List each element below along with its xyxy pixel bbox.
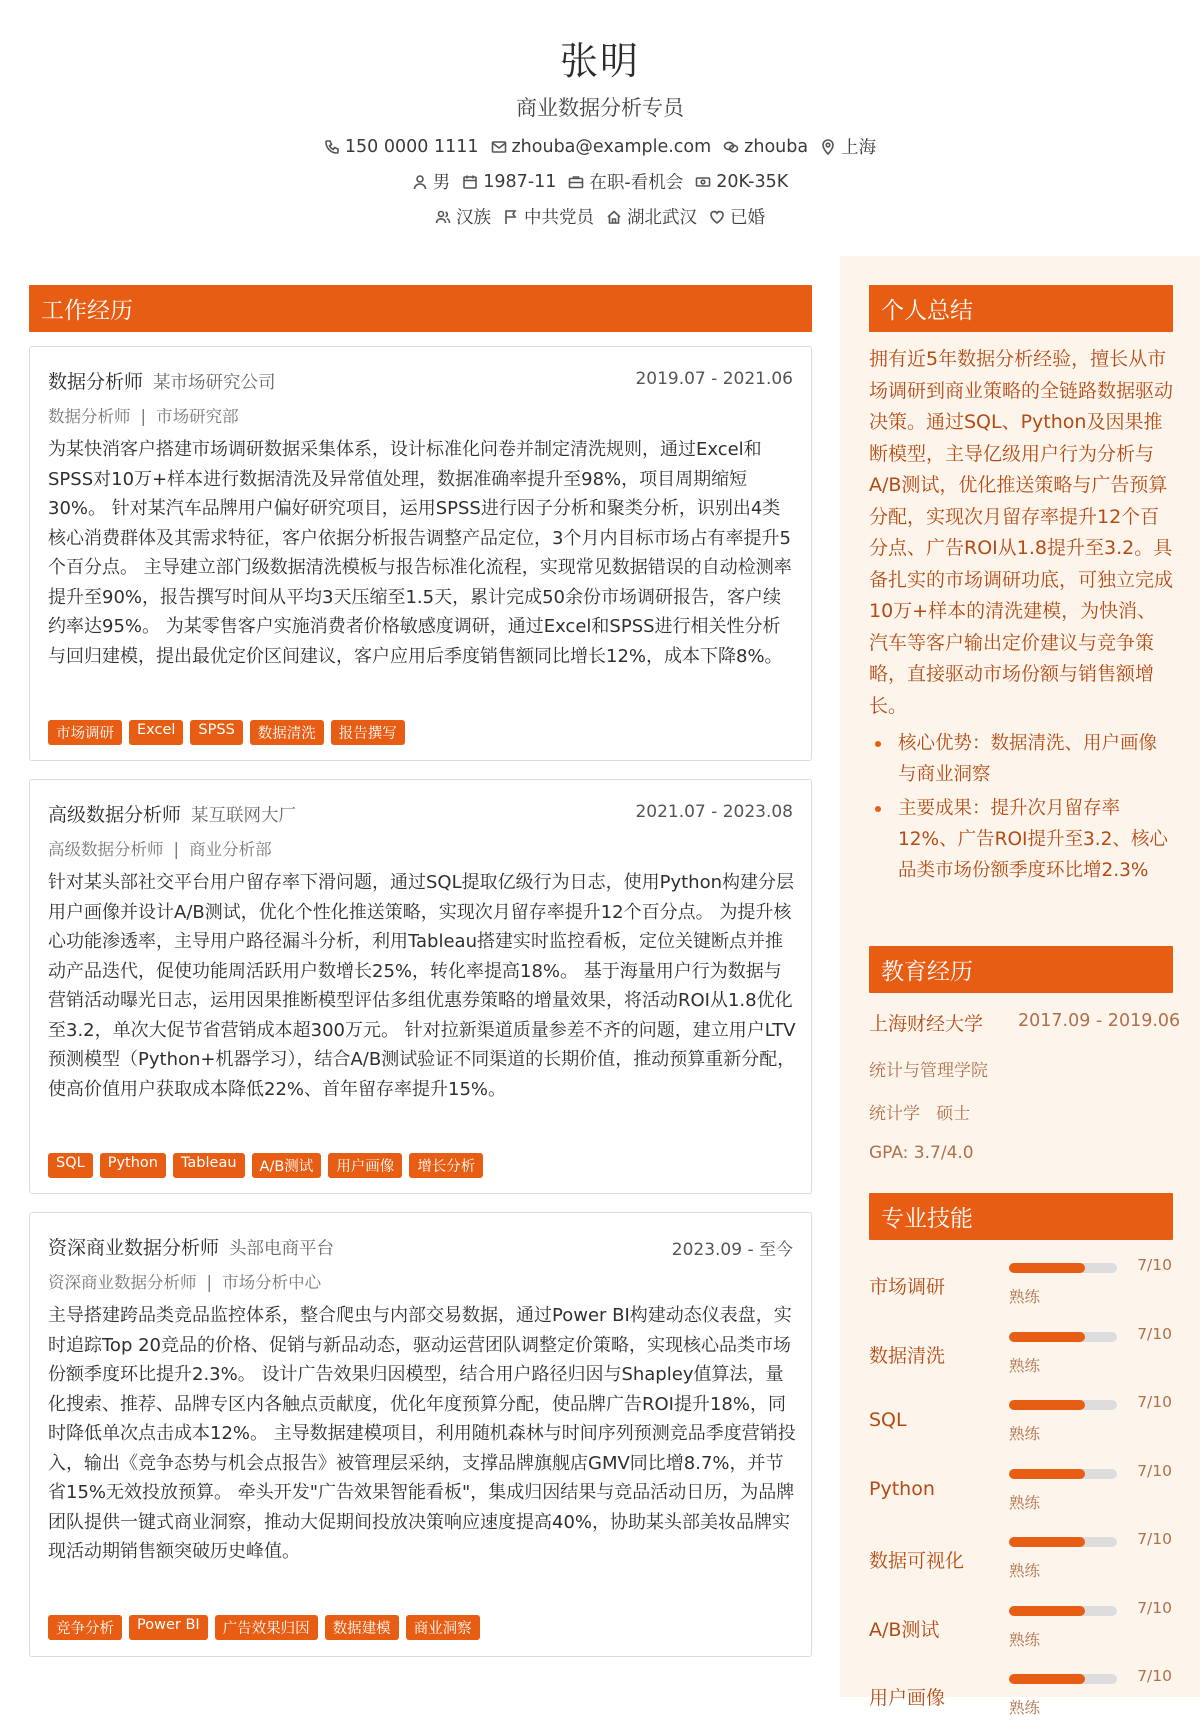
email-text: zhouba@example.com bbox=[511, 136, 712, 157]
ethnicity-text: 汉族 bbox=[456, 208, 491, 228]
job-role: 数据分析师 bbox=[48, 407, 131, 426]
job-description: 主导搭建跨品类竞品监控体系，整合爬虫与内部交易数据，通过Power BI构建动态仪表盘，实时追踪Top 20竞品的价格、促销与新品动态，驱动运营团队调整定价策略，实现核心品类市场份额季度环比提升2.3%。 设计广告效果归因模型，结合用户路径归因与Shapley值算法，量化搜索、推荐、品牌专区内各触点贡献度，优化年度预算分配，使品牌广告ROI提升18%，同时降低单次点击成本12%。 主导数据建模项目，利用随机森林与时间序列预测竞品季度营销投入，输出《竞争态势与机会点报告》被管理层采纳，支撑品牌旗舰店GMV同比增8.7%，并节省15%无效投放预算。 牵头开发"广告效果智能看板"，集成归因结果与竞品活动日历，为品牌团队提供一键式商业洞察，推动大促期间投放决策响应速度提高40%，协助某头部美妆品牌实现活动期销售额突破历史峰值。 bbox=[48, 1305, 796, 1562]
skill-name: 数据清洗 bbox=[869, 1344, 946, 1367]
skill-name: SQL bbox=[869, 1409, 907, 1431]
wechat-text: zhouba bbox=[744, 136, 809, 157]
skill-progress-bar bbox=[1009, 1606, 1117, 1616]
marital-item bbox=[709, 204, 765, 229]
location-item bbox=[820, 134, 876, 159]
skill-progress-fill bbox=[1009, 1263, 1085, 1273]
skill-level: 熟练 bbox=[1009, 1562, 1041, 1580]
job-role: 资深商业数据分析师 bbox=[48, 1273, 197, 1292]
skill-progress-fill bbox=[1009, 1674, 1085, 1684]
job-title-row bbox=[48, 800, 296, 827]
separator: | bbox=[140, 407, 147, 426]
salary-text: 20K-35K bbox=[716, 171, 789, 192]
job-date: 2021.07 - 2023.08 bbox=[635, 802, 793, 822]
skills-section-title: 专业技能 bbox=[881, 1206, 973, 1232]
skill-progress-bar bbox=[1009, 1263, 1117, 1273]
skill-row bbox=[869, 1462, 1174, 1522]
skill-progress-bar bbox=[1009, 1332, 1117, 1342]
job-title: 高级数据分析师 bbox=[48, 804, 182, 826]
skill-progress-fill bbox=[1009, 1469, 1085, 1479]
skill-name: A/B测试 bbox=[869, 1618, 940, 1641]
contact-row bbox=[0, 134, 1200, 159]
home-icon bbox=[606, 209, 622, 225]
skill-progress-bar bbox=[1009, 1537, 1117, 1547]
skill-name: Python bbox=[869, 1477, 935, 1500]
summary-text: 拥有近5年数据分析经验，擅长从市场调研到商业策略的全链路数据驱动决策。通过SQL、Python及因果推断模型，主导亿级用户行为分析与A/B测试，优化推送策略与广告预算分配，实现次月留存率提升12个百分点、广告ROI从1.8提升至3.2。具备扎实的市场调研功底，可独立完成10万+样本的清洗建模，为快消、汽车等客户输出定价建议与竞争策略，直接驱动市场份额与销售额增长。 bbox=[869, 348, 1174, 717]
mail-icon bbox=[491, 139, 507, 155]
separator: | bbox=[206, 1273, 213, 1292]
skill-tag: Power BI bbox=[129, 1615, 208, 1640]
gpa: GPA: 3.7/4.0 bbox=[869, 1143, 974, 1163]
user-icon bbox=[412, 174, 428, 190]
skill-level: 熟练 bbox=[1009, 1288, 1041, 1306]
gender-item bbox=[412, 169, 451, 194]
politics-item bbox=[503, 204, 594, 229]
job-tags bbox=[48, 1153, 483, 1178]
skill-score: 7/10 bbox=[1137, 1324, 1172, 1343]
skill-row bbox=[869, 1393, 1174, 1453]
phone-item[interactable] bbox=[324, 134, 479, 159]
job-role: 高级数据分析师 bbox=[48, 840, 164, 859]
flag-icon bbox=[503, 209, 519, 225]
education-section-header bbox=[869, 946, 1173, 993]
resume-header bbox=[0, 0, 1200, 258]
money-icon bbox=[695, 174, 711, 190]
education-section-title: 教育经历 bbox=[881, 959, 973, 985]
marital-text: 已婚 bbox=[730, 208, 765, 228]
skill-tag: Python bbox=[100, 1153, 166, 1178]
college-name: 统计与管理学院 bbox=[869, 1061, 988, 1081]
skill-tag: 数据清洗 bbox=[250, 720, 324, 745]
major: 统计学 bbox=[869, 1104, 920, 1124]
job-department: 市场分析中心 bbox=[222, 1273, 322, 1292]
wechat-icon bbox=[723, 139, 739, 155]
summary-section-header bbox=[869, 285, 1173, 332]
skill-tag: 增长分析 bbox=[409, 1153, 483, 1178]
job-card bbox=[29, 779, 812, 1194]
skill-tag: 市场调研 bbox=[48, 720, 122, 745]
skill-tag: 用户画像 bbox=[328, 1153, 402, 1178]
skill-progress-fill bbox=[1009, 1606, 1085, 1616]
job-description: 为某快消客户搭建市场调研数据采集体系，设计标准化问卷并制定清洗规则，通过Excel和SPSS对10万+样本进行数据清洗及异常值处理，数据准确率提升至98%，项目周期缩短30%。 针对某汽车品牌用户偏好研究项目，运用SPSS进行因子分析和聚类分析，识别出4类核心消费群体及其需求特征，客户依据分析报告调整产品定位，3个月内目标市场占有率提升5个百分点。 主导建立部门级数据清洗模板与报告标准化流程，实现常见数据错误的自动检测率提升至90%，报告撰写时间从平均3天压缩至1.5天，累计完成50余份市场调研报告，客户续约率达95%。 为某零售客户实施消费者价格敏感度调研，通过Excel和SPSS进行相关性分析与回归建模，提出最优定价区间建议，客户应用后季度销售额同比增长12%，成本下降8%。 bbox=[48, 439, 792, 667]
work-section-title: 工作经历 bbox=[41, 298, 133, 324]
status-text: 在职-看机会 bbox=[589, 173, 684, 193]
skill-progress-bar bbox=[1009, 1674, 1117, 1684]
job-tags bbox=[48, 720, 405, 745]
gender-text: 男 bbox=[432, 173, 451, 193]
skill-progress-fill bbox=[1009, 1400, 1085, 1410]
status-item bbox=[568, 169, 683, 194]
job-objective: 商业数据分析专员 bbox=[516, 96, 684, 120]
job-department: 市场研究部 bbox=[156, 407, 239, 426]
skill-row bbox=[869, 1325, 1174, 1385]
skill-level: 熟练 bbox=[1009, 1699, 1041, 1717]
skill-score: 7/10 bbox=[1137, 1461, 1172, 1480]
work-section-header bbox=[29, 285, 812, 332]
extra-row bbox=[0, 204, 1200, 229]
skill-progress-bar bbox=[1009, 1469, 1117, 1479]
skill-level: 熟练 bbox=[1009, 1630, 1041, 1649]
skill-row bbox=[869, 1599, 1174, 1659]
skill-progress-bar bbox=[1009, 1400, 1117, 1410]
skill-row bbox=[869, 1530, 1174, 1590]
degree: 硕士 bbox=[936, 1104, 971, 1124]
job-tags bbox=[48, 1615, 480, 1640]
skill-name: 市场调研 bbox=[869, 1276, 946, 1298]
job-role-row bbox=[48, 403, 239, 427]
skill-tag: A/B测试 bbox=[252, 1153, 322, 1178]
major-degree-row bbox=[869, 1099, 970, 1124]
skill-tag: SPSS bbox=[190, 720, 242, 745]
skill-score: 7/10 bbox=[1137, 1256, 1172, 1274]
skill-tag: 报告撰写 bbox=[331, 720, 405, 745]
job-company: 头部电商平台 bbox=[229, 1239, 335, 1259]
job-department: 商业分析部 bbox=[189, 840, 272, 859]
summary-bullets bbox=[869, 728, 1174, 889]
skills-section-header bbox=[869, 1193, 1173, 1240]
skill-progress-fill bbox=[1009, 1332, 1085, 1342]
skill-tag: Tableau bbox=[173, 1153, 245, 1178]
wechat-item bbox=[723, 134, 808, 159]
job-title-row bbox=[48, 1233, 334, 1260]
email-item[interactable] bbox=[491, 134, 712, 159]
candidate-name: 张明 bbox=[559, 39, 640, 83]
briefcase-icon bbox=[568, 174, 584, 190]
ethnicity-item bbox=[435, 204, 491, 229]
job-role-row bbox=[48, 836, 272, 860]
skill-row bbox=[869, 1256, 1174, 1316]
skill-level: 熟练 bbox=[1009, 1356, 1041, 1375]
school-name: 上海财经大学 bbox=[869, 1013, 984, 1035]
job-title-row bbox=[48, 367, 276, 394]
users-icon bbox=[435, 209, 451, 225]
job-role-row bbox=[48, 1269, 321, 1293]
job-description: 针对某头部社交平台用户留存率下滑问题，通过SQL提取亿级行为日志，使用Python构建分层用户画像并设计A/B测试，优化个性化推送策略，实现次月留存率提升12个百分点。 为提升核心功能渗透率，主导用户路径漏斗分析，利用Tableau搭建实时监控看板，定位关键断点并推动产品迭代，促使功能周活跃用户数增长25%，转化率提高18%。 基于海量用户行为数据与营销活动曝光日志，运用因果推断模型评估多组优惠券策略的增量效果，将活动ROI从1.8优化至3.2，单次大促节省营销成本超300万元。 针对拉新渠道质量参差不齐的问题，建立用户LTV预测模型（Python+机器学习），结合A/B测试验证不同渠道的长期价值，推动预算重新分配，使高价值用户获取成本降低22%、首年留存率提升15%。 bbox=[48, 872, 796, 1100]
education-date: 2017.09 - 2019.06 bbox=[1018, 1011, 1181, 1031]
job-title: 数据分析师 bbox=[48, 371, 144, 393]
politics-text: 中共党员 bbox=[524, 208, 594, 228]
salary-item bbox=[695, 169, 788, 194]
job-date: 2019.07 - 2021.06 bbox=[635, 369, 793, 389]
skill-tag: 广告效果归因 bbox=[215, 1615, 318, 1640]
skill-progress-fill bbox=[1009, 1537, 1085, 1547]
phone-text: 150 0000 1111 bbox=[344, 136, 479, 157]
job-card bbox=[29, 1212, 812, 1657]
birth-item bbox=[462, 169, 556, 194]
job-company: 某市场研究公司 bbox=[153, 373, 276, 393]
heart-icon bbox=[709, 209, 725, 225]
skill-tag: 竞争分析 bbox=[48, 1615, 122, 1640]
location-pin-icon bbox=[820, 139, 836, 155]
job-company: 某互联网大厂 bbox=[191, 806, 297, 826]
skill-tag: SQL bbox=[48, 1153, 93, 1178]
summary-section-title: 个人总结 bbox=[881, 298, 973, 324]
skill-score: 7/10 bbox=[1137, 1530, 1172, 1548]
skill-tag: 商业洞察 bbox=[406, 1615, 480, 1640]
skill-score: 7/10 bbox=[1137, 1667, 1172, 1685]
skill-score: 7/10 bbox=[1137, 1598, 1172, 1617]
skill-name: 数据可视化 bbox=[869, 1550, 965, 1572]
separator: | bbox=[173, 840, 180, 859]
skill-tag: 数据建模 bbox=[325, 1615, 399, 1640]
birth-text: 1987-11 bbox=[483, 171, 557, 192]
skill-level: 熟练 bbox=[1009, 1493, 1041, 1512]
skill-tag: Excel bbox=[129, 720, 183, 745]
hometown-text: 湖北武汉 bbox=[627, 208, 697, 228]
skill-score: 7/10 bbox=[1137, 1393, 1172, 1411]
skill-level: 熟练 bbox=[1009, 1425, 1041, 1443]
location-text: 上海 bbox=[841, 138, 877, 158]
job-card bbox=[29, 346, 812, 761]
job-date: 2023.09 - 至今 bbox=[671, 1240, 793, 1260]
bullet-item: 核心优势：数据清洗、用户画像与商业洞察 bbox=[869, 728, 1174, 790]
phone-icon bbox=[324, 139, 340, 155]
personal-row bbox=[0, 169, 1200, 194]
skill-name: 用户画像 bbox=[869, 1687, 946, 1709]
hometown-item bbox=[606, 204, 697, 229]
job-title: 资深商业数据分析师 bbox=[48, 1237, 220, 1259]
skill-row bbox=[869, 1667, 1174, 1727]
calendar-icon bbox=[462, 174, 478, 190]
bullet-item: 主要成果：提升次月留存率12%、广告ROI提升至3.2、核心品类市场份额季度环比增2.3% bbox=[869, 793, 1174, 886]
